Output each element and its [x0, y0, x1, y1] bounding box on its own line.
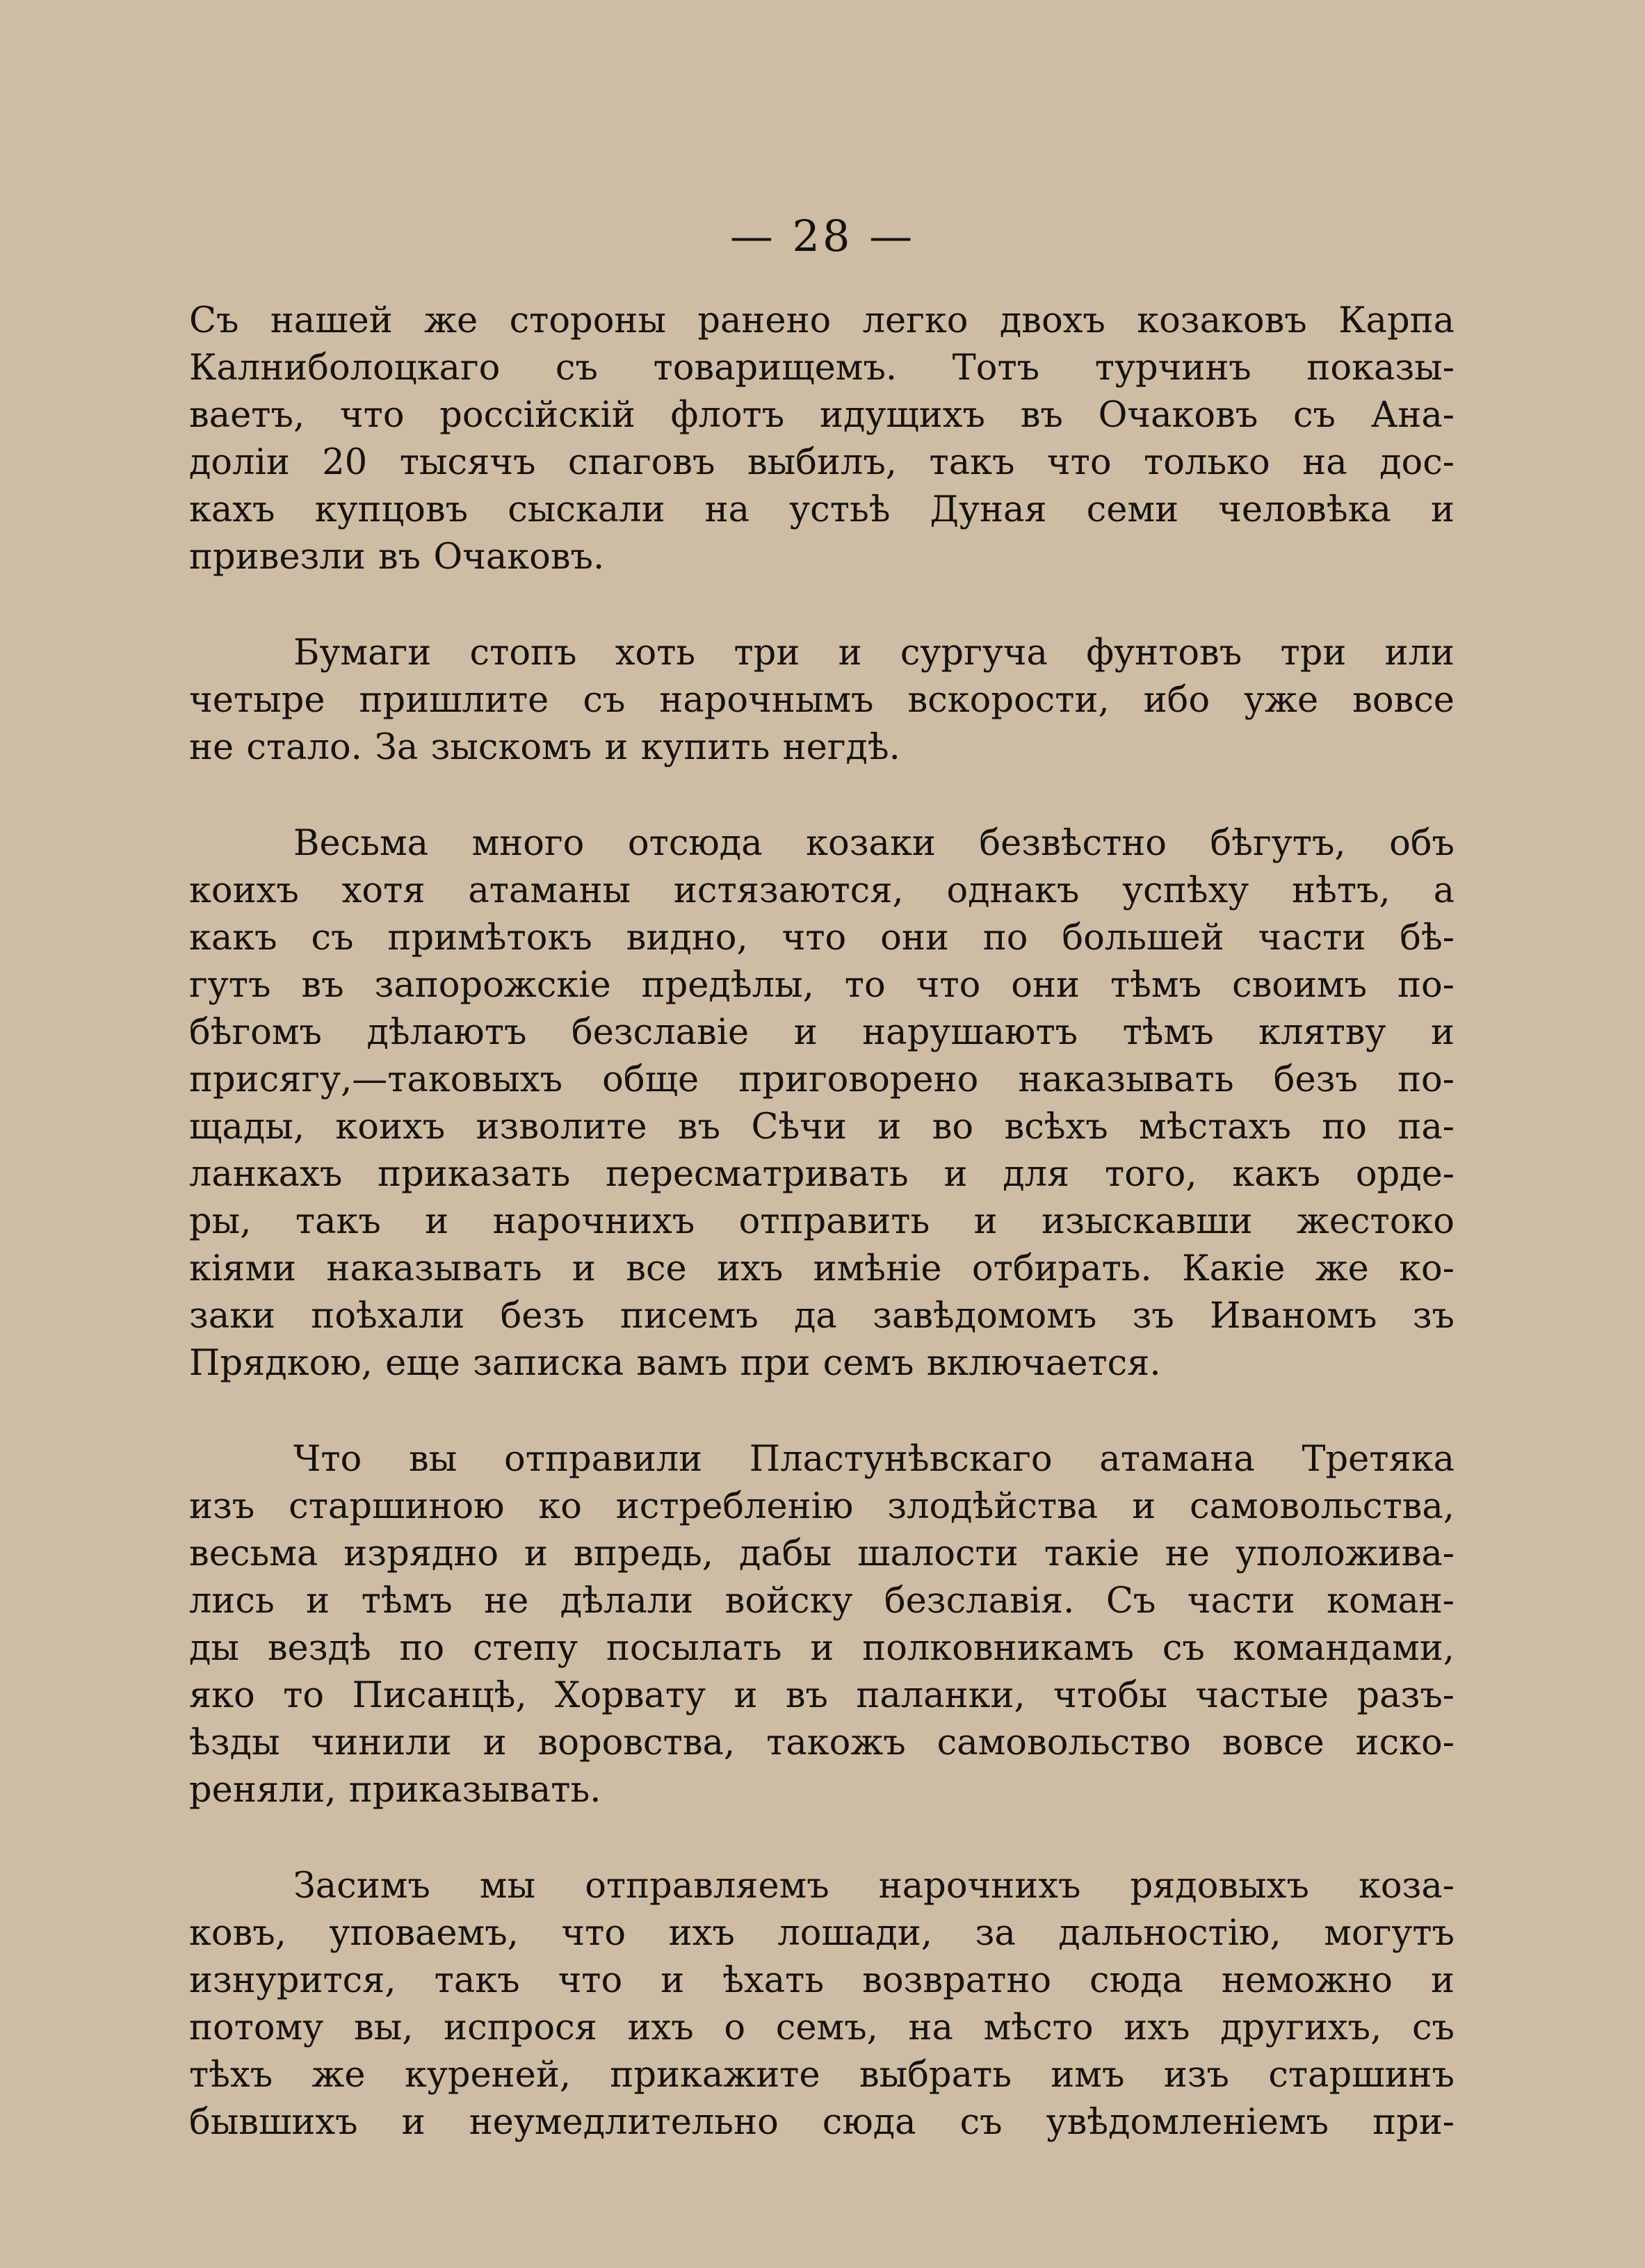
text-line: какъ съ примѣтокъ видно, что они по большей части бѣ- [189, 917, 1454, 958]
text-line: Прядкою, еще записка вамъ при семъ включается. [189, 1343, 1161, 1384]
text-line: присягу,—таковыхъ обще приговорено наказывать безъ по- [189, 1059, 1454, 1100]
text-line: коихъ хотя атаманы истязаются, однакъ успѣху нѣтъ, а [189, 870, 1454, 911]
text-line: тѣхъ же куреней, прикажите выбрать имъ изъ старшинъ [189, 2055, 1454, 2096]
text-line: бывшихъ и неумедлительно сюда съ увѣдомленіемъ при- [189, 2102, 1454, 2143]
paragraph-2 [189, 630, 1454, 772]
text-line: Бумаги стопъ хоть три и сургуча фунтовъ три или [293, 633, 1454, 674]
text-line: ѣзды чинили и воровства, такожъ самовольство вовсе иско- [189, 1722, 1454, 1763]
text-line: кіями наказывать и все ихъ имѣніе отбирать. Какіе же ко- [189, 1248, 1454, 1289]
text-line: ды вездѣ по степу посылать и полковникамъ съ командами, [189, 1628, 1454, 1669]
text-line: яко то Писанцѣ, Хорвату и въ паланки, чтобы частые разъ- [189, 1675, 1454, 1716]
text-body [189, 297, 1454, 2195]
text-line: изъ старшиною ко истребленію злодѣйства и самовольства, [189, 1486, 1454, 1527]
text-line: кахъ купцовъ сыскали на устьѣ Дуная семи человѣка и [189, 489, 1454, 530]
text-line: ваетъ, что россійскій флотъ идущихъ въ Очаковъ съ Ана- [189, 395, 1454, 436]
text-line: Съ нашей же стороны ранено легко двохъ козаковъ Карпа [189, 300, 1454, 341]
page-number: — 28 — [729, 211, 916, 261]
text-line: щады, коихъ изволите въ Сѣчи и во всѣхъ мѣстахъ по па- [189, 1107, 1454, 1148]
text-line: ры, такъ и нарочнихъ отправить и изыскавши жестоко [189, 1201, 1454, 1242]
text-line: заки поѣхали безъ писемъ да завѣдомомъ зъ Иваномъ зъ [189, 1296, 1454, 1337]
text-line: Что вы отправили Пластунѣвскаго атамана Третяка [293, 1439, 1454, 1480]
text-line: привезли въ Очаковъ. [189, 537, 605, 578]
text-line: ланкахъ приказать пересматривать и для того, какъ орде- [189, 1154, 1454, 1195]
text-line: реняли, приказывать. [189, 1770, 601, 1811]
text-line: Калниболоцкаго съ товарищемъ. Тотъ турчинъ показы- [189, 348, 1454, 389]
paragraph-3 [189, 820, 1454, 1387]
text-line: Засимъ мы отправляемъ нарочнихъ рядовыхъ коза- [293, 1866, 1454, 1907]
text-line: четыре пришлите съ нарочнымъ вскорости, ибо уже вовсе [189, 680, 1454, 721]
text-line: бѣгомъ дѣлаютъ безславіе и нарушаютъ тѣмъ клятву и [189, 1012, 1454, 1053]
text-line: не стало. За зыскомъ и купить негдѣ. [189, 727, 900, 768]
paragraph-1 [189, 297, 1454, 581]
paragraph-4 [189, 1436, 1454, 1814]
text-line: доліи 20 тысячъ спаговъ выбилъ, такъ что только на дос- [189, 442, 1454, 483]
text-line: гутъ въ запорожскіе предѣлы, то что они тѣмъ своимъ по- [189, 965, 1454, 1006]
text-line: изнурится, такъ что и ѣхать возвратно сюда неможно и [189, 1960, 1454, 2001]
paragraph-5 [189, 1863, 1454, 2146]
text-line: ковъ, уповаемъ, что ихъ лошади, за дальностію, могутъ [189, 1913, 1454, 1954]
text-line: лись и тѣмъ не дѣлали войску безславія. Съ части коман- [189, 1581, 1454, 1622]
text-line: весьма изрядно и впредь, дабы шалости такіе не уположива- [189, 1533, 1454, 1574]
text-line: Весьма много отсюда козаки безвѣстно бѣгутъ, объ [293, 823, 1454, 864]
text-line: потому вы, испрося ихъ о семъ, на мѣсто ихъ другихъ, съ [189, 2007, 1454, 2048]
